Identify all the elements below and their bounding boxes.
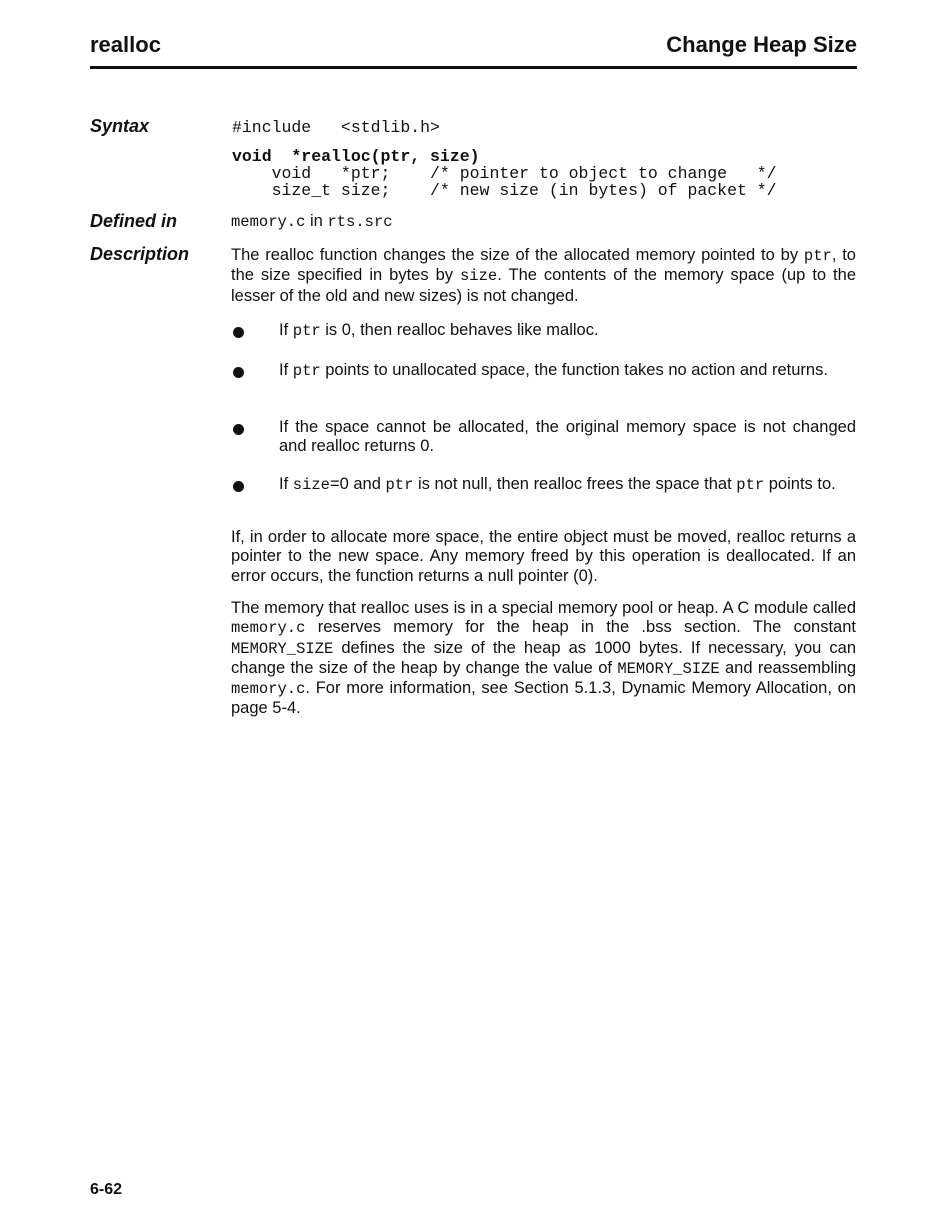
description-label: Description: [90, 244, 190, 264]
defined-in-label: Defined in: [90, 211, 178, 231]
bullet-text: If ptr points to unallocated space, the function takes no action and returns.: [279, 361, 828, 380]
bullet-text: If ptr is 0, then realloc behaves like malloc.: [279, 321, 599, 340]
bullet-icon: [233, 327, 244, 338]
archive-file: rts.src: [327, 213, 393, 231]
param-ptr-line: void *ptr; /* pointer to object to change */: [232, 164, 777, 183]
description-paragraph-1: The realloc function changes the size of the allocated memory pointed to by ptr, to the size specified in bytes by size. The contents of the memory space (up to the lesser of the old and new sizes) is not changed.: [231, 246, 856, 305]
page-number: 6-62: [90, 1181, 123, 1198]
function-name-title: realloc: [90, 32, 161, 57]
syntax-label: Syntax: [90, 116, 150, 136]
bullet-text: If size=0 and ptr is not null, then realloc frees the space that ptr points to.: [279, 475, 836, 494]
param-size-line: size_t size; /* new size (in bytes) of packet */: [232, 181, 777, 200]
prototype-line: void *realloc(ptr, size): [232, 147, 480, 166]
include-line: #include <stdlib.h>: [232, 118, 440, 137]
section-title: Change Heap Size: [666, 32, 857, 57]
page-header: [90, 30, 857, 69]
defined-in-value: memory.c in rts.src: [231, 212, 393, 231]
bullet-icon: [233, 424, 244, 435]
source-file: memory.c: [231, 213, 306, 231]
description-paragraph-3: The memory that realloc uses is in a special memory pool or heap. A C module called memory.c reserves memory for the heap in the .bss section. The constant MEMORY_SIZE defines the size of the heap as 1000 bytes. If necessary, you can change the size of the heap by change the value of MEMORY_SIZE and reassembling memory.c. For more information, see Section 5.1.3, Dynamic Memory Allocation, on page 5-4.: [231, 599, 857, 718]
bullet-icon: [233, 367, 244, 378]
bullet-icon: [233, 481, 244, 492]
bullet-text: If the space cannot be allocated, the original memory space is not changed and realloc returns 0.: [279, 418, 856, 456]
description-paragraph-2: If, in order to allocate more space, the entire object must be moved, realloc returns a pointer to the new space. Any memory freed by this operation is deallocated. If an error occurs, the function returns a null pointer (0).: [231, 528, 856, 585]
